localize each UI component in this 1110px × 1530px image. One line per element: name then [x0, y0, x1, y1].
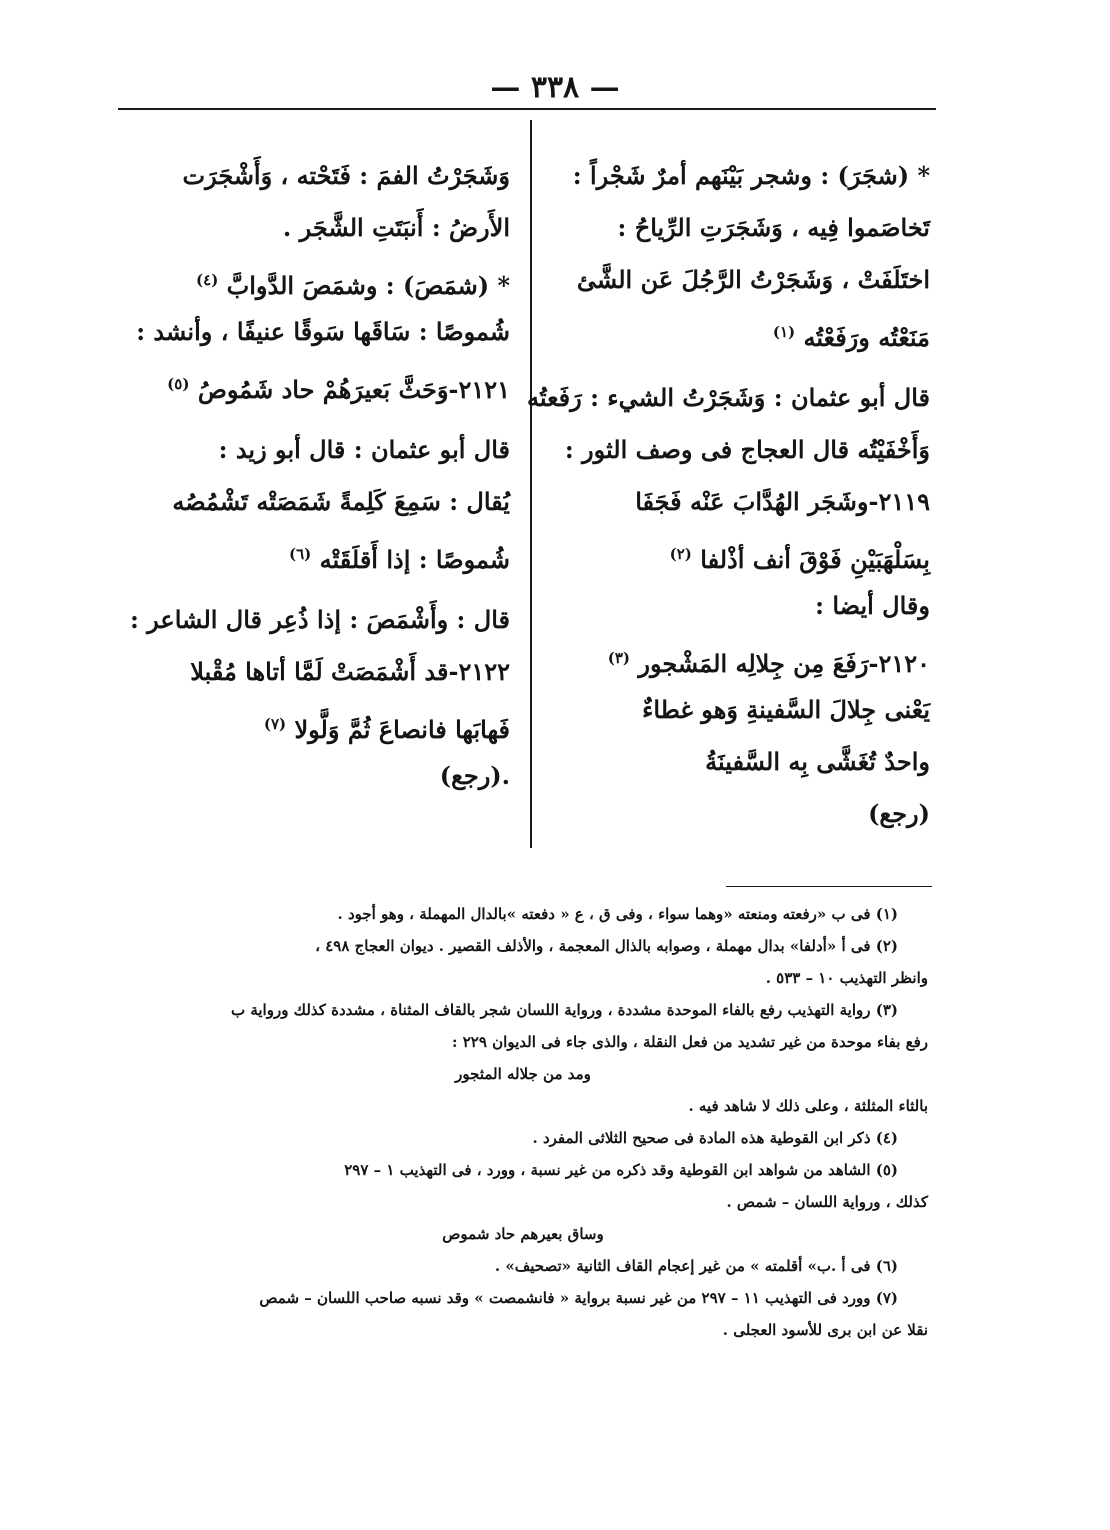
verse-line: [120, 358, 510, 410]
text-line-content: شُموصًا : إذا أَقلَقَتْه: [319, 545, 510, 574]
text-line: [120, 528, 510, 580]
text-line: يُقال : سَمِعَ كَلِمةً شَمَصَتْه تَشْمُصُه: [172, 487, 510, 516]
text-line: [120, 254, 510, 306]
verse-line-content: ٢١٢٠-رَفَعَ مِن جِلالِه المَشْجور: [638, 649, 930, 678]
footnote-line: بالثاء المثلثة ، وعلى ذلك لا شاهد فيه .: [688, 1097, 928, 1115]
footnote-ref: (٧): [263, 715, 287, 733]
footnote-ref: (٣): [607, 649, 630, 667]
right-column: [526, 150, 930, 840]
left-column: [120, 150, 510, 802]
text-line: [548, 306, 930, 358]
footnote-line: (٦) فى أ .ب» أقلمته » من غير إعجام القاف الثانية «تصحيف» .: [494, 1257, 898, 1275]
footnote-line: رفع بفاء موحدة من غير تشديد من فعل النقلة ، والذى جاء فى الديوان ٢٢٩ :: [451, 1033, 928, 1051]
footnote-verse: ومد من جلاله المثجور: [455, 1065, 591, 1083]
footnote-ref: (١): [772, 323, 796, 341]
column-divider: [530, 120, 532, 848]
verse-line-content: فَهابَها فانصاعَ ثُمَّ وَلَّولا: [294, 715, 510, 744]
footnote-line: (٥) الشاهد من شواهد ابن القوطية وقد ذكره من غير نسبة ، وورد ، فى التهذيب ١ – ٢٩٧: [344, 1161, 898, 1179]
footnote-line: (٤) ذكر ابن القوطية هذه المادة فى صحيح الثلاثى المفرد .: [532, 1129, 898, 1147]
text-line: وَشَجَرْتُ الفمَ : فَتَحْته ، وَأَشْجَرَت: [182, 161, 510, 190]
verse-line: ٢١١٩-وشَجَر الهُدَّابَ عَنْه فَجَفَا: [635, 487, 930, 516]
text-line: تَخاصَموا فِيه ، وَشَجَرَتِ الرِّياحُ :: [617, 213, 930, 242]
footnote-rule: [726, 886, 932, 887]
text-line: وَأَخْفَيْتُه قال العجاج فى وصف الثور :: [564, 435, 930, 464]
return-mark: (رجع): [868, 799, 930, 828]
text-line: قال أبو عثمان : قال أبو زيد :: [218, 435, 510, 464]
verse-line: [548, 528, 930, 580]
text-line: وقال أيضا :: [815, 591, 930, 620]
verse-line: ٢١٢٢-قد أَشْمَصَتْ لَمَّا أتاها مُقْبلا: [190, 657, 510, 686]
page-number: — ٣٣٨ —: [490, 70, 620, 105]
footnote-line: كذلك ، ورواية اللسان – شمص .: [726, 1193, 928, 1211]
footnotes: [118, 898, 928, 1346]
header-rule: [118, 108, 936, 110]
return-mark: .(رجع): [439, 761, 510, 790]
text-line: اختَلَفَتْ ، وَشَجَرْتُ الرَّجُلَ عَن الشَّئ: [576, 265, 930, 294]
footnote-verse: وساق بعيرهم حاد شموص: [442, 1225, 604, 1243]
footnote-ref: (٤): [196, 271, 219, 289]
footnote-ref: (٦): [289, 545, 312, 563]
footnote-line: (٢) فى أ «أدلفا» بدال مهملة ، وصوابه بالذال المعجمة ، والأذلف القصير . ديوان العجاج ٤٩٨ ،: [315, 937, 898, 955]
text-line: * (شجَرَ) : وشجر بَيْنَهم أمرٌ شَجْراً :: [572, 161, 930, 190]
verse-line-content: ٢١٢١-وَحَثَّ بَعيرَهُمْ حاد شَمُوصُ: [197, 375, 510, 404]
footnote-line: (١) فى ب «رفعته ومنعته «وهما سواء ، وفى ق ، ع « دفعته »بالدال المهملة ، وهو أجود .: [337, 905, 898, 923]
footnote-line: وانظر التهذيب ١٠ – ٥٣٣ .: [765, 969, 928, 987]
footnote-line: (٣) رواية التهذيب رفع بالفاء الموحدة مشددة ، ورواية اللسان شجر بالقاف المثناة ، مشددة كذلك ورواية ب: [231, 1001, 898, 1019]
text-line: الأَرضُ : أَنبَتَتِ الشَّجَر .: [282, 213, 510, 242]
footnote-ref: (٥): [167, 375, 190, 393]
text-line-content: * (شمَصَ) : وشمَصَ الدَّوابَّ: [226, 271, 510, 300]
text-line: شُموصًا : سَاقَها سَوقًا عنيفًا ، وأنشد :: [136, 317, 510, 346]
verse-line: [548, 632, 930, 684]
footnote-line: (٧) وورد فى التهذيب ١١ – ٢٩٧ من غير نسبة برواية « فانشمصت » وقد نسبه صاحب اللسان – شمص: [259, 1289, 898, 1307]
footnote-ref: (٢): [669, 545, 692, 563]
text-line: قال أبو عثمان : وَشَجَرْتُ الشيء : رَفَعتُه: [526, 383, 930, 412]
text-line: قال : وأَشْمَصَ : إذا ذُعِر قال الشاعر :: [129, 605, 510, 634]
text-line-content: مَنَعْتُه ورَفَعْتُه: [803, 323, 930, 352]
text-line: يَعْنى جِلالَ السَّفينةِ وَهو غطاءٌ: [642, 695, 930, 724]
footnote-line: نقلا عن ابن برى للأسود العجلى .: [722, 1321, 928, 1339]
text-line: واحدٌ تُغَشَّى بِه السَّفينَةُ: [705, 747, 930, 776]
verse-line-content: بِسَلْهَبَيْنِ فَوْقَ أنف أذْلفا: [700, 545, 930, 574]
verse-line: [120, 698, 510, 750]
